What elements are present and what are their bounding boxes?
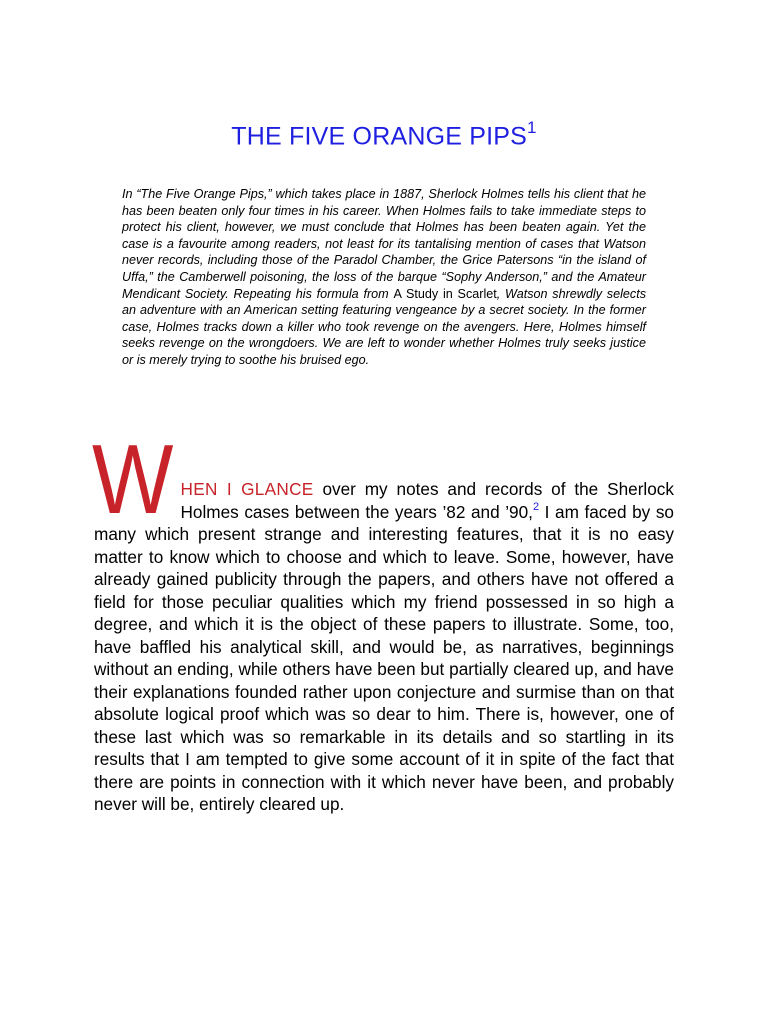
abstract-text-part1: In “The Five Orange Pips,” which takes place in 1887, Sherlock Holmes tells his client that he has been beaten only four times in his career. When Holmes fails to take immediate steps to protect his client, however, we must conclude that Holmes has been beaten again. Yet the case is a favourite among readers, not least for its tantalising mention of cases that Watson never records, including those of the Paradol Chamber, the Grice Patersons “in the island of Uffa,” the Camberwell poisoning, the loss of the barque “Sophy Anderson,” and the Amateur Mendicant Society. Repeating his formula from <box>122 187 646 301</box>
chapter-abstract <box>122 186 646 369</box>
chapter-title <box>0 120 768 151</box>
body-text-part1: over my notes and records of the Sherlock Holmes cases between the years ’82 and ’90, <box>180 479 674 522</box>
abstract-book-title: A Study in Scarlet <box>393 286 497 301</box>
body-text-part2: I am faced by so many which present strange and interesting features, that it is no easy matter to know which to choose and which to leave. Some, however, have already gained publicity through the papers, and others have not offered a field for those peculiar qualities which my friend possessed in so high a degree, and which it is the object of these papers to illustrate. Some, too, have baffled his analytical skill, and would be, as narratives, beginnings without an ending, while others have been but partially cleared up, and have their explanations founded rather upon conjecture and surmise than on that absolute logical proof which was so dear to him. There is, however, one of these last which was so remarkable in its details and so startling in its results that I am tempted to give some account of it in spite of the fact that there are points in connection with it which never have been, and probably never will be, entirely cleared up. <box>94 501 674 814</box>
footnote-ref-2[interactable]: 2 <box>532 500 540 513</box>
drop-cap-letter: W <box>92 424 169 534</box>
opening-words: HEN I GLANCE <box>180 479 314 499</box>
chapter-title-text: THE FIVE ORANGE PIPS <box>231 122 528 151</box>
chapter-body-paragraph <box>92 424 674 816</box>
abstract-text-part2: , Watson shrewdly selects an adventure with an American setting featuring vengeance by a secret society. In the former case, Holmes tracks down a killer who took revenge on the avengers. Here, Holmes himself seeks revenge on the wrongdoers. We are left to wonder whether Holmes truly seeks justice or is merely trying to soothe his bruised ego. <box>122 286 646 367</box>
title-footnote-marker[interactable]: 1 <box>527 118 537 137</box>
